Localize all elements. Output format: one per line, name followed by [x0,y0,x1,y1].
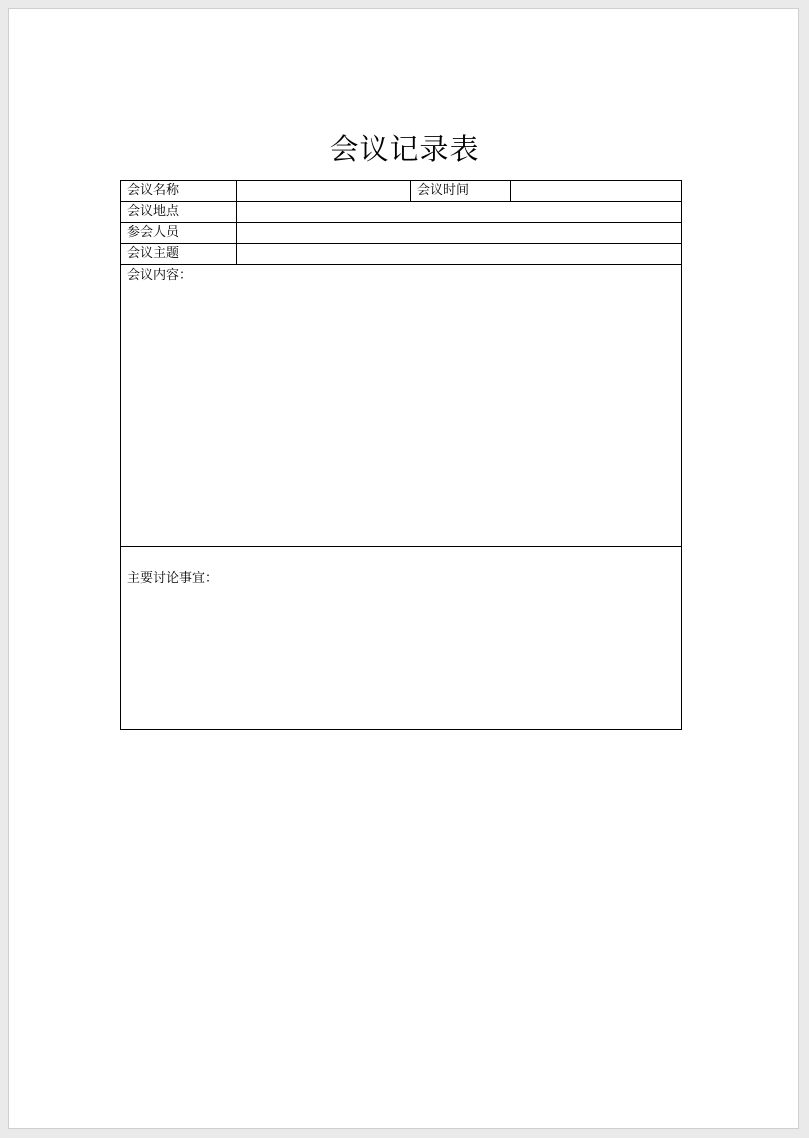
discussion-section[interactable] [121,547,682,730]
meeting-record-form [120,180,682,730]
form-row-topic [121,244,682,265]
topic-label: 会议主题 [121,244,237,265]
location-label: 会议地点 [121,202,237,223]
meeting-time-field[interactable] [511,181,682,202]
document-page [8,8,799,1129]
location-field[interactable] [237,202,682,223]
topic-field[interactable] [237,244,682,265]
meeting-name-label: 会议名称 [121,181,237,202]
meeting-name-field[interactable] [237,181,411,202]
discussion-label: 主要讨论事宜： [127,571,219,586]
content-label: 会议内容： [127,268,193,283]
attendees-field[interactable] [237,223,682,244]
attendees-label: 参会人员 [121,223,237,244]
form-row-discussion [121,547,682,730]
form-row-attendees [121,223,682,244]
content-section[interactable] [121,265,682,547]
meeting-time-label: 会议时间 [411,181,511,202]
form-row-location [121,202,682,223]
form-row-content [121,265,682,547]
page-title: 会议记录表 [329,132,480,166]
form-row-name-time [121,181,682,202]
